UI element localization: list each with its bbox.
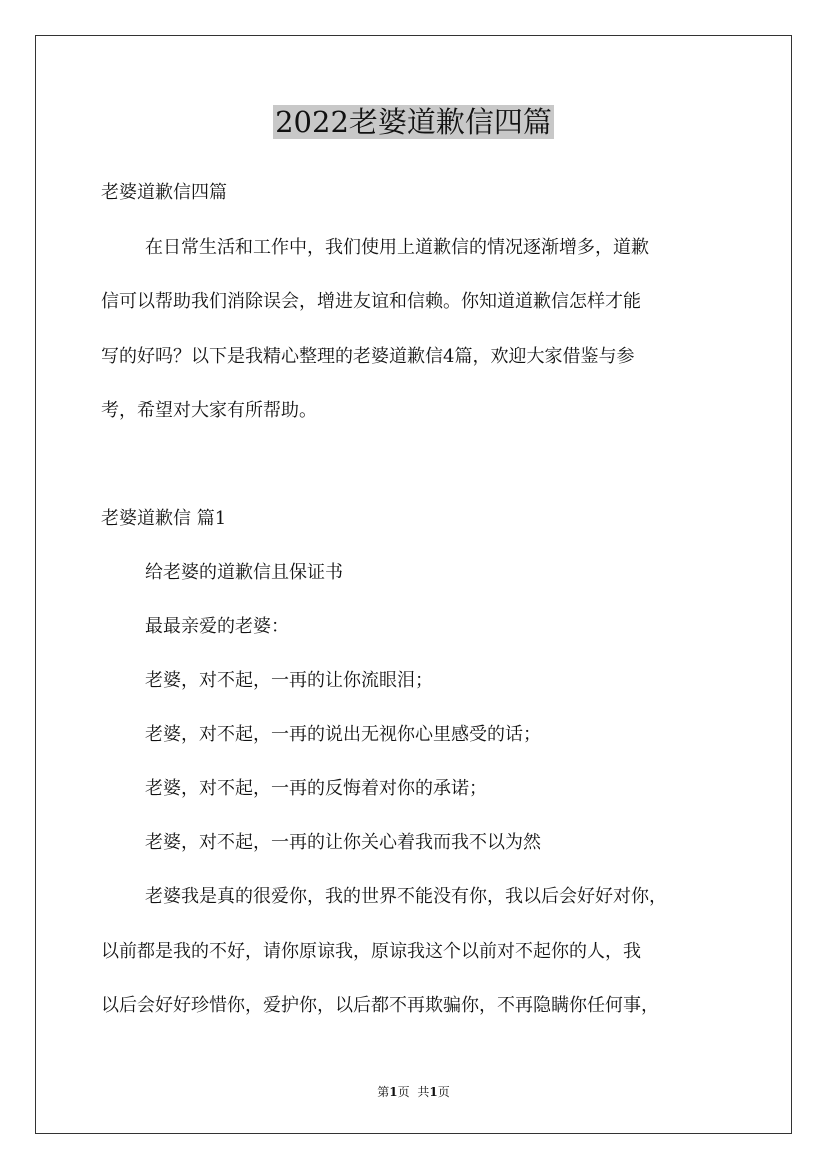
document-title-text: 2022老婆道歉信四篇 bbox=[275, 105, 552, 139]
page-label-suffix: 页 bbox=[397, 1085, 410, 1099]
section-heading: 老婆道歉信四篇 bbox=[101, 182, 227, 203]
intro-paragraph-line: 写的好吗？以下是我精心整理的老婆道歉信4篇，欢迎大家借鉴与参 bbox=[101, 346, 635, 367]
letter-line: 老婆，对不起，一再的让你流眼泪； bbox=[145, 670, 433, 691]
intro-paragraph-line: 考，希望对大家有所帮助。 bbox=[101, 400, 317, 421]
page-label-prefix: 第 bbox=[377, 1085, 390, 1099]
letter-salutation: 最最亲爱的老婆： bbox=[145, 616, 289, 637]
page-number: 1 bbox=[389, 1085, 398, 1099]
intro-paragraph-line: 在日常生活和工作中，我们使用上道歉信的情况逐渐增多，道歉 bbox=[145, 237, 649, 258]
total-pages: 1 bbox=[429, 1085, 438, 1099]
letter-paragraph-line: 老婆我是真的很爱你，我的世界不能没有你，我以后会好好对你， bbox=[145, 886, 667, 907]
letter-paragraph-line: 以前都是我的不好，请你原谅我，原谅我这个以前对不起你的人，我 bbox=[101, 941, 641, 962]
document-title bbox=[0, 102, 827, 142]
page-footer bbox=[0, 1084, 827, 1100]
chapter-heading: 老婆道歉信 篇1 bbox=[101, 508, 227, 529]
letter-line: 老婆，对不起，一再的说出无视你心里感受的话； bbox=[145, 724, 541, 745]
letter-line: 老婆，对不起，一再的让你关心着我而我不以为然 bbox=[145, 832, 541, 853]
total-label-suffix: 页 bbox=[437, 1085, 450, 1099]
total-label-prefix: 共 bbox=[417, 1085, 430, 1099]
letter-line: 老婆，对不起，一再的反悔着对你的承诺； bbox=[145, 778, 487, 799]
letter-paragraph-line: 以后会好好珍惜你，爱护你，以后都不再欺骗你，不再隐瞒你任何事， bbox=[101, 995, 659, 1016]
letter-subject: 给老婆的道歉信且保证书 bbox=[145, 562, 343, 583]
intro-paragraph-line: 信可以帮助我们消除误会，增进友谊和信赖。你知道道歉信怎样才能 bbox=[101, 291, 641, 312]
